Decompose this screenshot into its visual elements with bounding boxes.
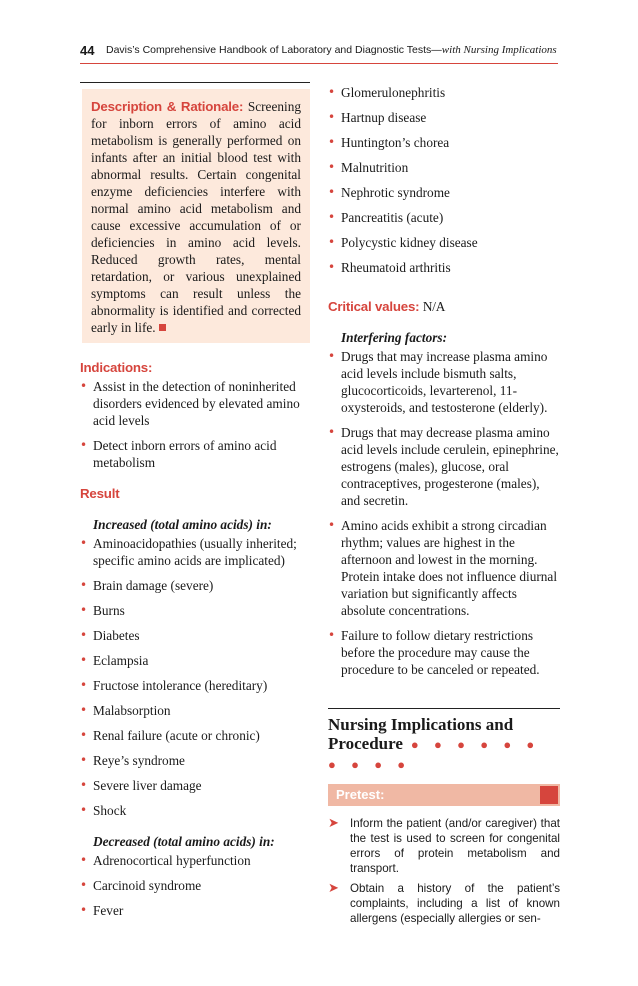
list-item-text: Huntington’s chorea	[341, 135, 450, 150]
critical-values	[328, 298, 560, 315]
bullet-icon: •	[328, 160, 336, 174]
list-item	[328, 348, 560, 416]
critical-heading: Critical values:	[328, 299, 420, 314]
list-item-text: Adrenocortical hyperfunction	[93, 853, 251, 868]
running-title-text: Davis’s Comprehensive Handbook of Laboratory and Diagnostic Tests—	[106, 44, 442, 56]
nursing-title-line2: Procedure	[328, 734, 403, 753]
interfering-subheading: Interfering factors:	[341, 330, 448, 345]
list-item-text: Drugs that may increase plasma amino acid levels include bismuth salts, glucocorticoids, levarterenol, 11-oxysteroids, and testosterone (elderly).	[341, 349, 548, 415]
list-item	[328, 627, 560, 678]
list-item-text: Renal failure (acute or chronic)	[93, 728, 260, 743]
list-item-text: Assist in the detection of noninherited disorders evidenced by elevated amino acid levels	[93, 379, 300, 428]
list-item-text: Nephrotic syndrome	[341, 185, 450, 200]
bullet-icon: •	[328, 349, 336, 363]
list-item-text: Drugs that may decrease plasma amino acid levels include cerulein, epinephrine, estrogens (males), glucose, oral contraceptives, progesterone (males), and secretin.	[341, 425, 559, 508]
list-item-text: Eclampsia	[93, 653, 149, 668]
bullet-icon: •	[80, 628, 88, 642]
list-item	[80, 677, 310, 694]
indications-list	[80, 378, 310, 471]
list-item	[80, 602, 310, 619]
bullet-icon: •	[80, 603, 88, 617]
nursing-title	[328, 715, 560, 774]
list-item	[328, 234, 560, 251]
page-number: 44	[80, 43, 95, 58]
bullet-icon: •	[80, 878, 88, 892]
list-item	[328, 109, 560, 126]
right-column	[328, 84, 560, 686]
end-mark-icon	[159, 324, 166, 331]
pretest-step	[328, 816, 560, 876]
list-item-text: Carcinoid syndrome	[93, 878, 202, 893]
bullet-icon: •	[328, 110, 336, 124]
increased-list	[80, 535, 310, 819]
list-item-text: Malnutrition	[341, 160, 409, 175]
bullet-icon: •	[80, 703, 88, 717]
bullet-icon: •	[80, 536, 88, 550]
list-item	[80, 852, 310, 869]
list-item	[80, 577, 310, 594]
list-item	[80, 902, 310, 919]
list-item-text: Failure to follow dietary restrictions before the procedure may cause the procedure to be canceled or repeated.	[341, 628, 540, 677]
list-item-text: Glomerulonephritis	[341, 85, 446, 100]
bullet-icon: •	[80, 653, 88, 667]
nursing-rule	[328, 708, 560, 709]
arrow-bullet-icon: ➤	[328, 881, 339, 896]
list-item	[80, 752, 310, 769]
pretest-square-icon	[540, 786, 558, 804]
list-item	[328, 134, 560, 151]
bullet-icon: •	[328, 235, 336, 249]
list-item-text: Severe liver damage	[93, 778, 202, 793]
description-text: Screening for inborn errors of amino acid metabolism is generally performed on infants after an initial blood test with abnormal results. Certain congenital enzyme deficiencies interfere with normal amino acid metabolism and cause excessive accumulation of or deficiencies in amino acid levels. Reduced growth rates, mental retardation, or various unexplained symptoms can result unless the abnormality is identified and corrected early in life.	[91, 99, 301, 335]
bullet-icon: •	[80, 803, 88, 817]
list-item	[328, 209, 560, 226]
running-title	[106, 44, 557, 56]
decreased-list-right	[328, 84, 560, 276]
list-item	[80, 652, 310, 669]
description-rule	[80, 82, 310, 83]
result-heading: Result	[80, 486, 120, 501]
pretest-step	[328, 881, 560, 926]
list-item	[328, 259, 560, 276]
list-item-text: Polycystic kidney disease	[341, 235, 478, 250]
list-item	[80, 378, 310, 429]
bullet-icon: •	[328, 85, 336, 99]
left-column	[80, 82, 310, 927]
nursing-section	[328, 708, 560, 931]
list-item-text: Reye’s syndrome	[93, 753, 185, 768]
list-item-text: Detect inborn errors of amino acid metabolism	[93, 438, 277, 470]
list-item-text: Diabetes	[93, 628, 140, 643]
list-item	[328, 517, 560, 619]
list-item	[80, 535, 310, 569]
list-item	[80, 877, 310, 894]
running-title-italic: with Nursing Implications	[441, 44, 557, 56]
bullet-icon: •	[328, 425, 336, 439]
list-item	[80, 727, 310, 744]
nursing-title-line1: Nursing Implications and	[328, 715, 514, 734]
description-box	[82, 89, 310, 343]
pretest-bar	[328, 784, 560, 806]
bullet-icon: •	[328, 135, 336, 149]
pretest-label: Pretest:	[336, 787, 385, 802]
list-item-text: Rheumatoid arthritis	[341, 260, 451, 275]
bullet-icon: •	[328, 210, 336, 224]
bullet-icon: •	[80, 753, 88, 767]
list-item	[80, 437, 310, 471]
bullet-icon: •	[328, 628, 336, 642]
list-item-text: Brain damage (severe)	[93, 578, 214, 593]
bullet-icon: •	[80, 678, 88, 692]
arrow-bullet-icon: ➤	[328, 816, 339, 831]
bullet-icon: •	[328, 518, 336, 532]
list-item-text: Hartnup disease	[341, 110, 427, 125]
list-item-text: Fever	[93, 903, 124, 918]
list-item	[328, 159, 560, 176]
bullet-icon: •	[80, 379, 88, 393]
leader-dots: ● ● ● ● ● ● ● ● ● ●	[328, 737, 541, 772]
list-item	[80, 702, 310, 719]
bullet-icon: •	[80, 578, 88, 592]
list-item-text: Fructose intolerance (hereditary)	[93, 678, 268, 693]
bullet-icon: •	[80, 728, 88, 742]
pretest-step-text: Inform the patient (and/or caregiver) that the test is used to screen for congenital errors of protein metabolism and transport.	[350, 817, 560, 875]
interfering-list	[328, 348, 560, 678]
running-header	[80, 43, 558, 64]
bullet-icon: •	[80, 903, 88, 917]
list-item-text: Burns	[93, 603, 125, 618]
decreased-subheading: Decreased (total amino acids) in:	[93, 834, 275, 849]
pretest-step-text: Obtain a history of the patient’s complaints, including a list of known allergens (especially allergies or sen-	[350, 882, 560, 925]
bullet-icon: •	[80, 438, 88, 452]
pretest-steps	[328, 816, 560, 926]
list-item-text: Pancreatitis (acute)	[341, 210, 444, 225]
list-item	[80, 802, 310, 819]
indications-heading: Indications:	[80, 360, 153, 375]
decreased-list-left	[80, 852, 310, 919]
list-item	[80, 777, 310, 794]
list-item-text: Malabsorption	[93, 703, 171, 718]
bullet-icon: •	[328, 185, 336, 199]
list-item	[328, 184, 560, 201]
description-heading: Description & Rationale:	[91, 99, 244, 114]
list-item-text: Amino acids exhibit a strong circadian rhythm; values are highest in the afternoon and lowest in the morning. Protein intake does not influence diurnal variation but significantly affects absolute concentrations.	[341, 518, 558, 618]
list-item	[328, 84, 560, 101]
critical-value: N/A	[422, 299, 446, 314]
list-item	[80, 627, 310, 644]
list-item-text: Shock	[93, 803, 127, 818]
bullet-icon: •	[80, 778, 88, 792]
increased-subheading: Increased (total amino acids) in:	[93, 517, 272, 532]
bullet-icon: •	[328, 260, 336, 274]
bullet-icon: •	[80, 853, 88, 867]
list-item-text: Aminoacidopathies (usually inherited; specific amino acids are implicated)	[93, 536, 297, 568]
list-item	[328, 424, 560, 509]
